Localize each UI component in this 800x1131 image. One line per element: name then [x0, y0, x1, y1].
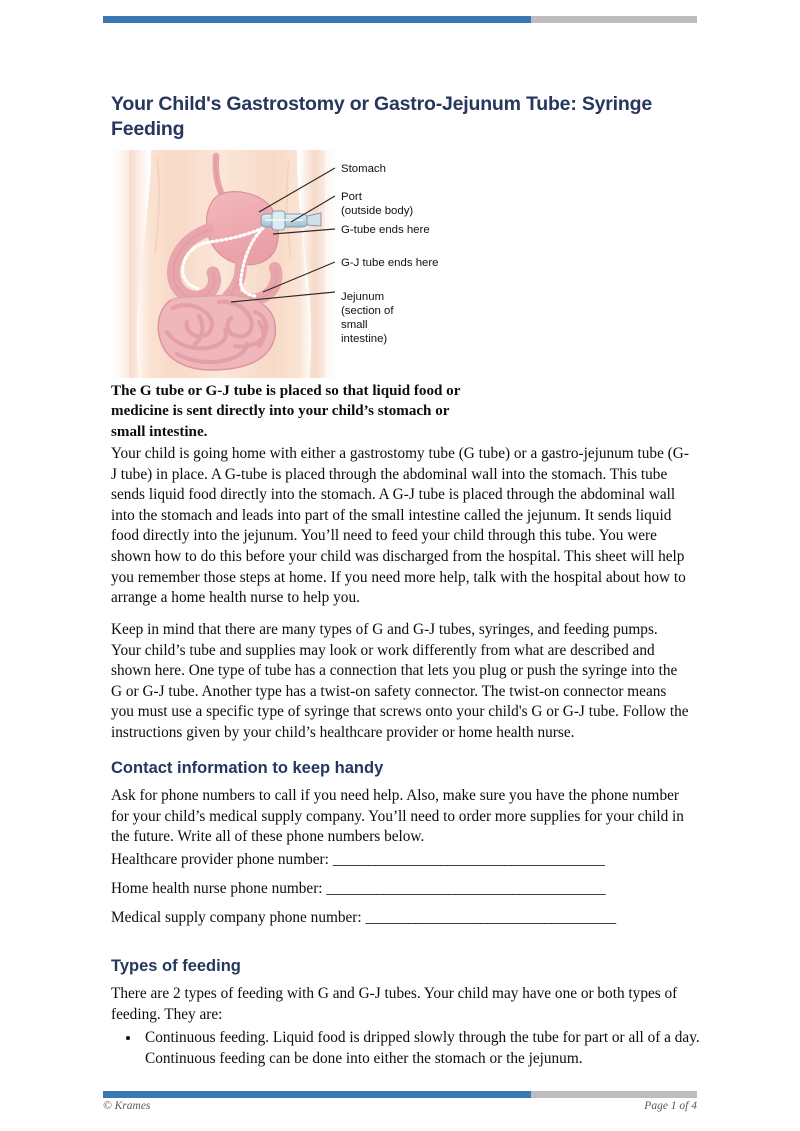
feeding-section-paragraph: There are 2 types of feeding with G and G-J tubes. Your child may have one or both types of feeding. They are: — [111, 985, 678, 1023]
page-title: Your Child's Gastrostomy or Gastro-Jejunum Tube: Syringe Feeding — [111, 93, 652, 140]
label-jejunum-line4: intestine) — [341, 333, 388, 345]
bottom-divider-bar — [103, 1091, 697, 1098]
contact-section-heading: Contact information to keep handy — [111, 759, 384, 777]
field-label-home-health-nurse: Home health nurse phone number: — [111, 880, 323, 897]
illustration-labels — [341, 163, 439, 345]
list-item: • Continuous feeding. Liquid food is dripped slowly through the tube for part or all of a day. Continuous feeding can be done into either the stomach or the jejunum. — [141, 1028, 719, 1069]
label-g-tube-end: G-tube ends here — [341, 224, 430, 236]
label-jejunum-line3: small — [341, 319, 368, 331]
label-gj-tube-end: G-J tube ends here — [341, 257, 439, 269]
field-blank-healthcare-provider[interactable]: ______________________________________ — [332, 851, 605, 868]
field-home-health-nurse-phone[interactable] — [111, 879, 605, 899]
label-stomach: Stomach — [341, 163, 386, 175]
field-blank-home-health-nurse[interactable]: _______________________________________ — [326, 880, 606, 897]
field-label-medical-supply-company: Medical supply company phone number: — [111, 909, 362, 926]
intro-paragraph-1: Your child is going home with either a gastrostomy tube (G tube) or a gastro-jejunum tube (G-J tube) in place. A G-tube is placed through the abdominal wall into the stomach. This tube sends liquid food directly into the stomach. A G-J tube is placed through the abdominal wall into the stomach and leads into part of the small intestine called the jejunum. It sends liquid food directly into the jejunum. You’ll need to feed your child through this tube. You were shown how to do this before your child was discharged from the hospital. This sheet will help you remember those steps at home. If you need more help, talk with the hospital about how to arrange a home health nurse to help you. — [111, 445, 689, 607]
intro-paragraph-2: Keep in mind that there are many types of G and G-J tubes, syringes, and feeding pumps. Your child’s tube and supplies may look or work differently from what are described and shown here. One type of tube has a connection that lets you plug or push the syringe into the G or G-J tube. Another type has a twist-on safety connector. The twist-on connector means you must use a specific type of syringe that screws onto your child's G or G-J tube. Follow the instructions given by your child’s healthcare provider or home health nurse. — [111, 621, 689, 741]
label-port-line2: (outside body) — [341, 205, 414, 217]
label-jejunum-line2: (section of — [341, 305, 394, 317]
field-blank-medical-supply-company[interactable]: ___________________________________ — [365, 909, 616, 926]
bottom-divider-grey-segment — [531, 1091, 697, 1098]
top-divider-blue-segment — [103, 16, 531, 23]
footer-page-number: Page 1 of 4 — [644, 1100, 697, 1112]
label-jejunum-line1: Jejunum — [341, 291, 385, 303]
field-label-healthcare-provider: Healthcare provider phone number: — [111, 851, 329, 868]
intro-bold-lead: The G tube or G-J tube is placed so that liquid food or medicine is sent directly into your child’s stomach or small intestine. — [111, 383, 461, 440]
footer-copyright: © Krames — [103, 1100, 151, 1112]
top-divider-grey-segment — [531, 16, 697, 23]
contact-section-paragraph: Ask for phone numbers to call if you need help. Also, make sure you have the phone number for your child’s medical supply company. You’ll need to order more supplies for your child in the future. Write all of these phone numbers below. — [111, 787, 684, 846]
feeding-types-list — [111, 1028, 719, 1069]
anatomy-illustration — [113, 150, 473, 378]
field-healthcare-provider-phone[interactable] — [111, 850, 604, 870]
label-port-line1: Port — [341, 191, 362, 203]
feeding-section-heading: Types of feeding — [111, 957, 241, 975]
bottom-divider-blue-segment — [103, 1091, 531, 1098]
top-divider-bar — [103, 16, 697, 23]
field-medical-supply-company-phone[interactable] — [111, 908, 616, 928]
